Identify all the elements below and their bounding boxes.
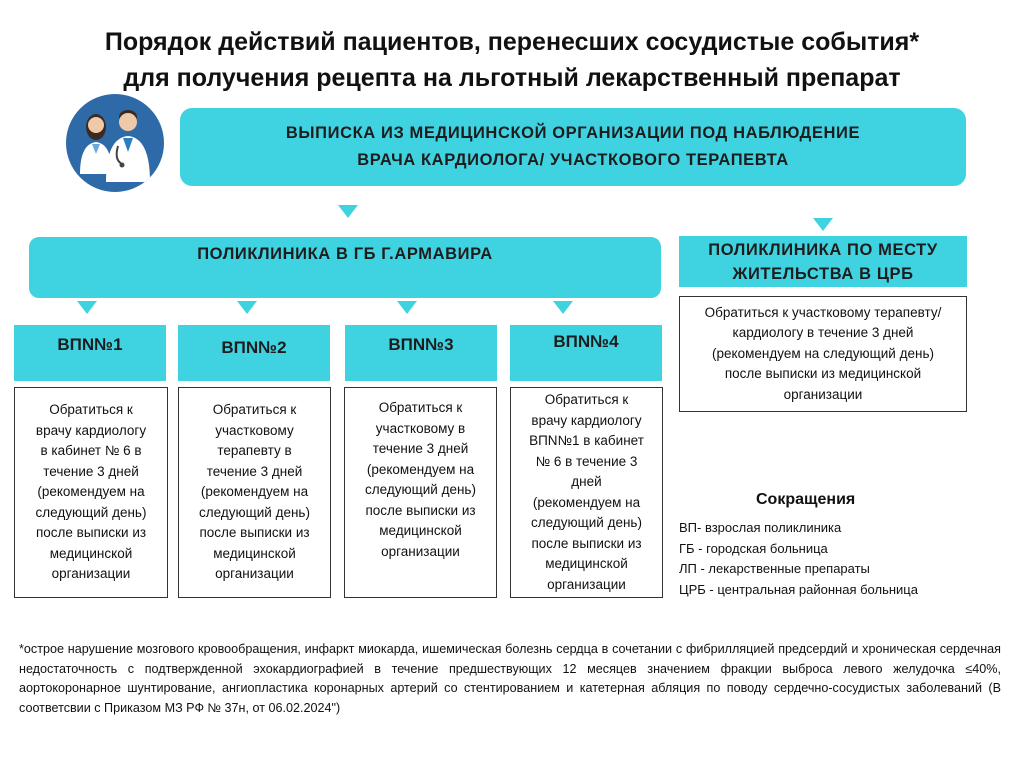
discharge-box [180,108,966,186]
instruction-line: (рекомендуем на [366,461,475,477]
instruction-line: организации [381,543,460,559]
instruction-line: после выписки из [531,535,642,551]
vpn-2-header [178,325,330,381]
arrow-down-icon [813,218,833,231]
instruction-line: врачу кардиологу [531,412,642,428]
abbreviation-item: ГБ - городская больница [679,540,828,556]
instruction-line: медицинской [213,545,296,561]
instruction-line: после выписки из медицинской [724,366,922,382]
instruction-line: организации [51,566,131,582]
vpn-3-label: ВПN№3 [388,335,454,354]
vpn-1-instruction [14,387,168,598]
instruction-line: после выписки из [35,525,147,541]
vpn-3-header [345,325,497,381]
polyclinic-crb-line-1: ПОЛИКЛИНИКА ПО МЕСТУ [708,240,938,259]
instruction-line: следующий день) [35,504,147,520]
instruction-line: (рекомендуем на [200,484,309,500]
polyclinic-crb-box [679,236,967,287]
arrow-down-icon [338,205,358,218]
abbreviation-item: ЛП - лекарственные препараты [679,561,870,576]
vpn-1-label: ВПN№1 [57,335,123,354]
instruction-line: медицинской [379,523,462,538]
arrow-down-icon [553,301,573,314]
instruction-line: № 6 в течение 3 [535,453,638,469]
vpn-3-instruction [344,387,497,598]
instruction-line: в кабинет № 6 в [40,443,142,459]
footnote: *острое нарушение мозгового кровообращения, инфаркт миокарда, ишемическая болезнь сердца в сочетании с фибрилляцией предсердий и хроническая сердечная недостаточность с подтвержденной эхокардиографией в течение предшествующих 12 месяцев значением фракции выброса левого желудочка ≤40%, аортокоронарное шунтирование, ангиопластика коронарных артерий со стентированием и катетерная абляция по поводу сердечно-сосудистых заболеваний (В соответсвии с Приказом МЗ РФ № 37н, от 06.02.2024") [19,642,1001,715]
instruction-line: (рекомендуем на следующий день) [712,345,934,361]
instruction-line: дней [571,474,602,489]
crb-instruction-box [679,296,967,412]
discharge-line-1: ВЫПИСКА ИЗ МЕДИЦИНСКОЙ ОРГАНИЗАЦИИ ПОД НАБЛЮДЕНИЕ [285,124,861,142]
discharge-line-2: ВРАЧА КАРДИОЛОГА/ УЧАСТКОВОГО ТЕРАПЕВТА [357,151,789,169]
title-line-1: Порядок действий пациентов, перенесших сосудистые события* [104,28,920,56]
instruction-line: организации [547,576,626,592]
instruction-line: течение 3 дней [372,441,469,456]
vpn-4-header [510,325,662,381]
instruction-line: после выписки из [365,502,476,518]
vpn-2-instruction [178,387,331,598]
arrow-down-icon [237,301,257,314]
instruction-line: медицинской [49,545,133,561]
vpn-2-label: ВПN№2 [221,338,287,357]
abbreviation-item: ВП- взрослая поликлиника [679,520,842,535]
instruction-line: кардиологу в течение 3 дней [732,325,914,341]
instruction-line: Обратиться к участковому терапевту/ [704,304,942,320]
instruction-line: организации [783,386,863,402]
abbreviation-item: ЦРБ - центральная районная больница [679,581,918,597]
instruction-line: течение 3 дней [43,463,139,479]
instruction-line: течение 3 дней [206,463,303,479]
arrow-down-icon [397,301,417,314]
arrow-down-icon [77,301,97,314]
instruction-line: Обратиться к [212,402,297,418]
instruction-line: Обратиться к [378,400,463,415]
polyclinic-crb-line-2: ЖИТЕЛЬСТВА В ЦРБ [732,264,914,283]
vpn-4-label: ВПN№4 [553,332,619,351]
instruction-line: участковому [215,422,294,438]
instruction-line: Обратиться к [49,402,133,418]
abbreviations-list [679,518,918,600]
instruction-line: участковому в [375,420,466,436]
abbreviations-title: Сокращения [756,491,856,508]
instruction-line: (рекомендуем на [532,494,641,510]
instruction-line: медицинской [545,556,628,571]
instruction-line: Обратиться к [544,392,629,407]
instruction-line: терапевту в [217,443,292,459]
vpn-4-instruction [510,387,663,598]
polyclinic-gb-box [29,237,661,298]
doctors-avatar-icon [66,94,164,192]
instruction-line: следующий день) [531,515,642,530]
instruction-line: после выписки из [199,525,310,541]
title-line-2: для получения рецепта на льготный лекарственный препарат [123,64,901,92]
instruction-line: врачу кардиологу [35,422,147,438]
vpn-1-header [14,325,166,381]
instruction-line: следующий день) [199,504,310,520]
polyclinic-gb-label: ПОЛИКЛИНИКА В ГБ Г.АРМАВИРА [197,245,493,263]
instruction-line: (рекомендуем на [37,484,145,500]
page-title [20,24,1004,96]
instruction-line: организации [215,566,294,582]
instruction-line: ВПN№1 в кабинет [529,433,644,448]
instruction-line: следующий день) [365,482,476,497]
